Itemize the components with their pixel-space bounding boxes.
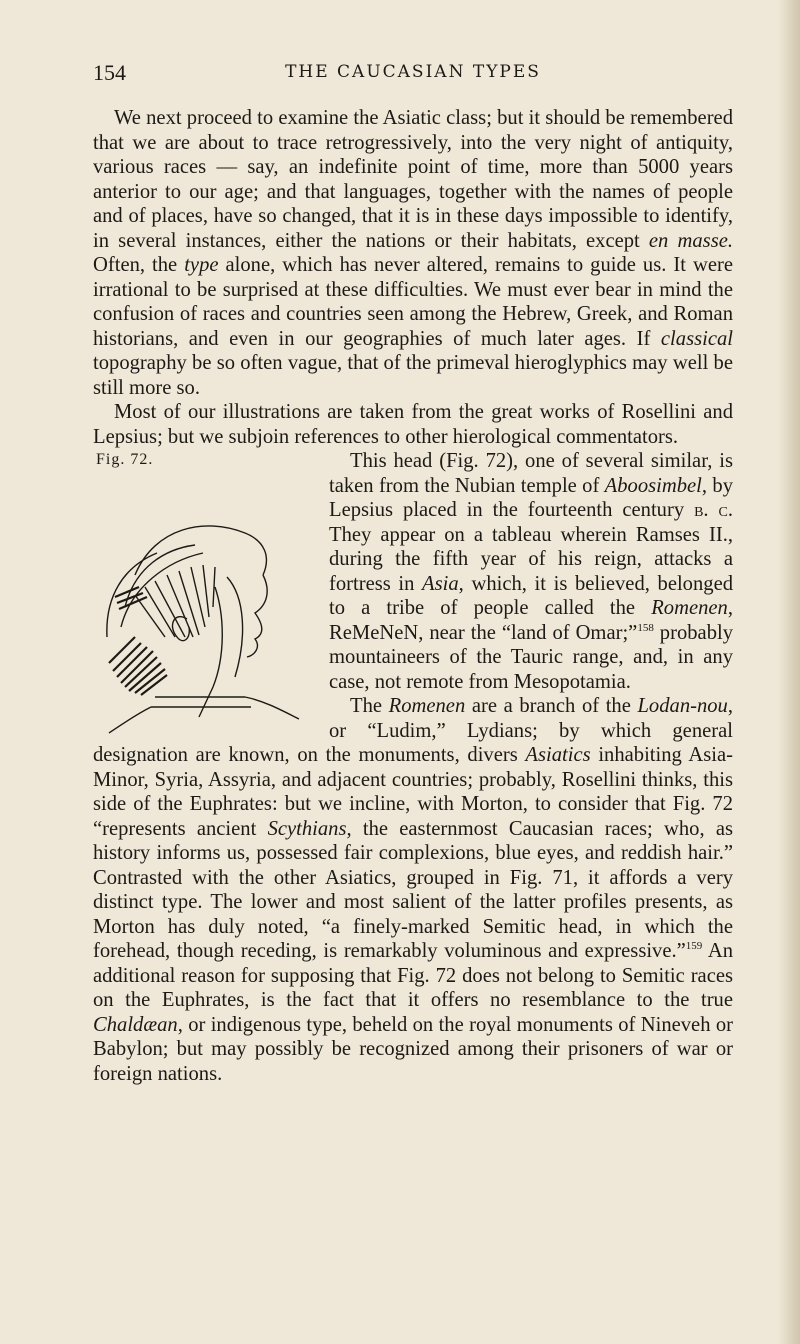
profile-head-drawing-icon <box>95 487 317 735</box>
page-number: 154 <box>93 60 126 85</box>
footnote-ref-158: 158 <box>637 621 654 634</box>
page-edge-shadow <box>778 0 800 1344</box>
figure-72 <box>93 451 321 731</box>
running-head <box>93 60 733 90</box>
paragraph-2: Most of our illustrations are taken from the great works of Rosellini and Lepsius; but we subjoin references to other hierological commentators. <box>93 401 733 448</box>
running-title: THE CAUCASIAN TYPES <box>285 62 541 82</box>
paragraph-4: The Romenen are a branch of the Lodan-nou, or “Ludim,” Lydians; by which general designation are known, on the monuments, divers Asiatics inhabiting Asia-Minor, Syria, Assyria, and adjacent countries; probably, Rosellini thinks, this side of the Euphrates: but we incline, with Morton, to consider that Fig. 72 “represents ancient Scythians, the easternmost Caucasian races; who, as history informs us, possessed fair complexions, blue eyes, and reddish hair.” Contrasted with the other Asiatics, grouped in Fig. 71, it affords a very distinct type. The lower and most salient of the latter profiles presents, as Morton has duly noted, “a finely-marked Semitic head, in which the forehead, though receding, is remarkably voluminous and expressive.”$^{159}$ An additional reason for supposing that Fig. 72 does not belong to Semitic races on the Euphrates, is the fact that it offers no resemblance to the true Chaldæan, or indigenous type, beheld on the royal monuments of Nineveh or Babylon; but may possibly be recognized among their prisoners of war or foreign nations. <box>93 695 734 1085</box>
footnote-ref-159: 159 <box>685 940 703 953</box>
paragraph-1: We next proceed to examine the Asiatic class; but it should be remembered that we are about to trace retrogressively, into the very night of antiquity, various races — say, an indefinite point of time, more than 5000 years anterior to our age; and that languages, together with the names of people and of places, have so changed, that it is in these days impossible to identify, in several instances, either the nations or their habitats, except en masse. Often, the type alone, which has never altered, remains to guide us. It were irrational to be surprised at these difficulties. We must ever bear in mind the confusion of races and countries seen among the Hebrew, Greek, and Roman historians, and even in our geographies of much later ages. If classical topography be so often vague, that of the primeval hieroglyphics may well be still more so. <box>93 107 734 399</box>
paragraph-3: This head (Fig. 72), one of several similar, is taken from the Nubian temple of Aboosimbel, by Lepsius placed in the fourteenth century b. c. They appear on a tableau wherein Ramses II., during the fifth year of his reign, attacks a fortress in Asia, which, it is believed, belonged to a tribe of people called the Romenen, ReMeNeN, near the “land of Omar;”$^{158}$ probably mountaineers of the Tauric range, and, in any case, not remote from Mesopotamia. <box>329 450 734 693</box>
figure-label: Fig. 72. <box>96 451 154 468</box>
book-page <box>93 60 733 1086</box>
